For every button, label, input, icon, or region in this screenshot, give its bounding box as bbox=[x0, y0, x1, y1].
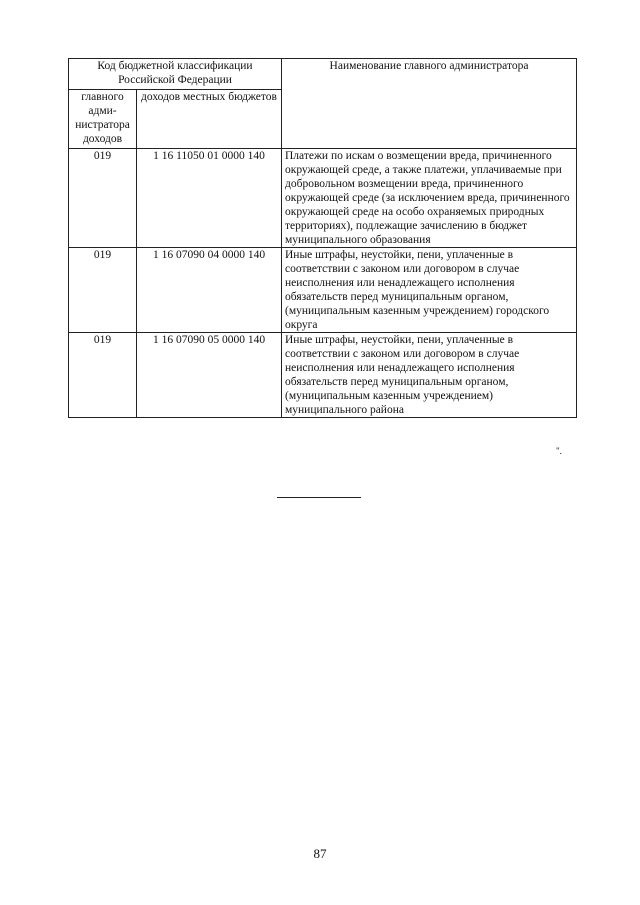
cell-admin-code: 019 bbox=[69, 333, 137, 418]
cell-revenue-code: 1 16 07090 05 0000 140 bbox=[137, 333, 282, 418]
header-budget-classification: Код бюджетной классификации Российской Федерации bbox=[69, 59, 282, 90]
separator-line bbox=[277, 497, 361, 498]
cell-revenue-code: 1 16 11050 01 0000 140 bbox=[137, 149, 282, 248]
table-header-row bbox=[69, 59, 577, 90]
cell-administrator-name: Иные штрафы, неустойки, пени, уплаченные в соответствии с законом или договором в случае неисполнения или ненадлежащего исполнения обязательств перед муниципальным органом, (муниципальным казенным учреждением) городского округа bbox=[282, 248, 577, 333]
table-row bbox=[69, 248, 577, 333]
budget-classification-table bbox=[68, 58, 577, 418]
table-row bbox=[69, 333, 577, 418]
table-row bbox=[69, 149, 577, 248]
header-main-administrator: главного адми-нистратора доходов bbox=[69, 90, 137, 149]
page-number: 87 bbox=[313, 846, 327, 861]
cell-admin-code: 019 bbox=[69, 149, 137, 248]
header-local-budget-revenue: доходов местных бюджетов bbox=[137, 90, 282, 149]
closing-quote-mark: ". bbox=[556, 446, 562, 456]
header-administrator-name: Наименование главного администратора bbox=[282, 59, 577, 149]
cell-administrator-name: Иные штрафы, неустойки, пени, уплаченные в соответствии с законом или договором в случае неисполнения или ненадлежащего исполнения обязательств перед муниципальным органом, (муниципальным казенным учреждением) муниципального района bbox=[282, 333, 577, 418]
cell-admin-code: 019 bbox=[69, 248, 137, 333]
cell-administrator-name: Платежи по искам о возмещении вреда, причиненного окружающей среде, а также платежи, уплачиваемые при добровольном возмещении вреда, причиненного окружающей среде (за исключением вреда, причиненного окружающей среде на особо охраняемых природных территориях), подлежащие зачислению в бюджет муниципального образования bbox=[282, 149, 577, 248]
cell-revenue-code: 1 16 07090 04 0000 140 bbox=[137, 248, 282, 333]
